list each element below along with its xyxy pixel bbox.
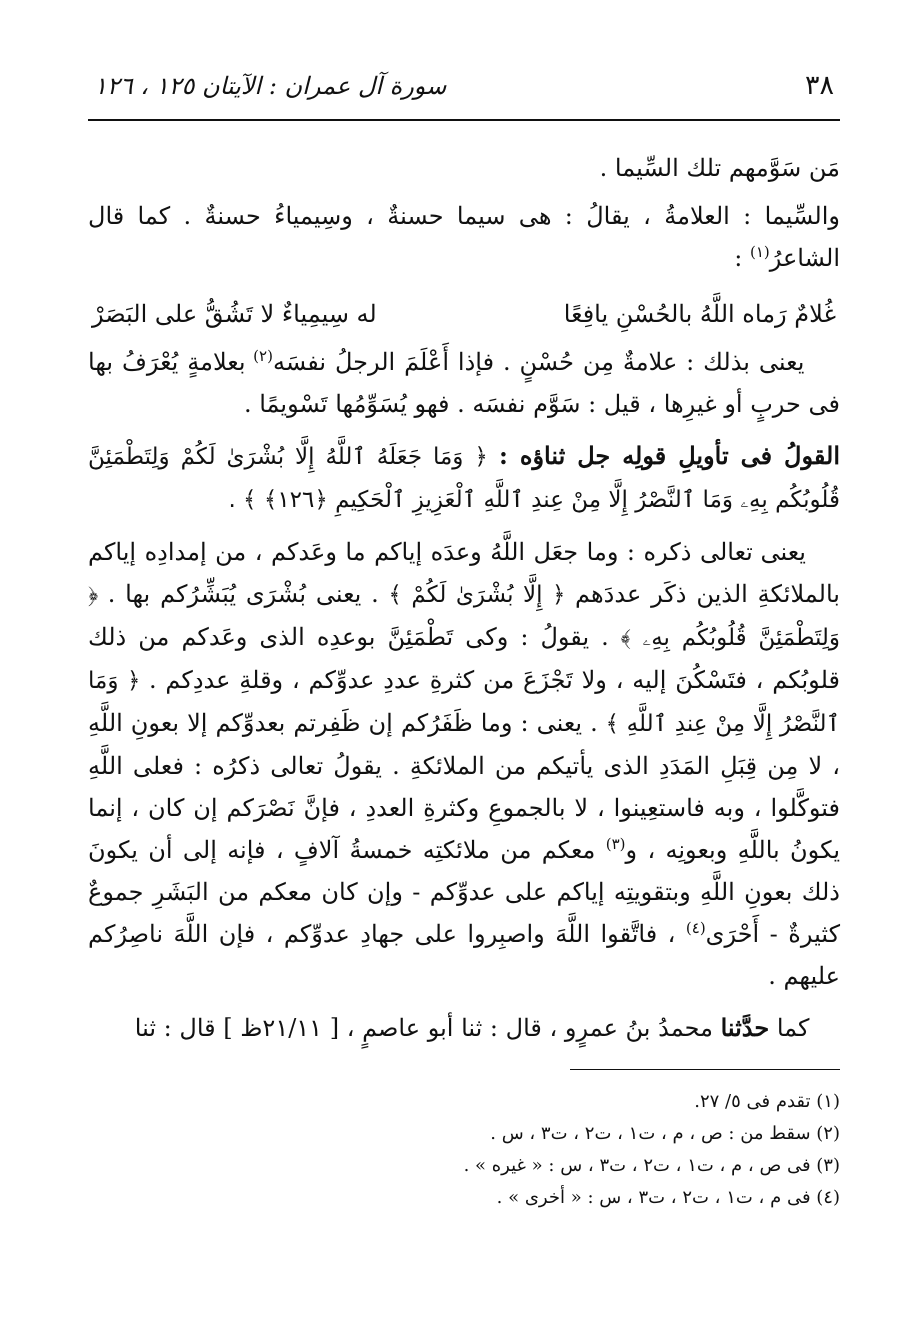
page-header [88, 70, 840, 111]
paragraph-3-text-b: بعلامةٍ يُعْرَفُ بها فى حربٍ أو غيرِها ، قيل : سَوَّم نفسَه . فهو يُسَوِّمُها تَسْويمًا . [88, 348, 840, 418]
paragraph-1 [88, 147, 840, 189]
quran-quote-3: ﴿ وَمَا ٱلنَّصْرُ إِلَّا مِنْ عِندِ ٱللَّهِ ﴾ [88, 668, 840, 737]
footnote-ref-2: (٢) [253, 347, 273, 365]
main-text [88, 147, 840, 279]
quran-verse: ﴿ وَمَا جَعَلَهُ ٱللَّهُ إِلَّا بُشْرَىٰ لَكُمْ وَلِتَطْمَئِنَّ قُلُوبُكُم بِهِۦ وَمَا ٱلنَّصْرُ إِلَّا مِنْ عِندِ ٱللَّهِ ٱلْعَزِيزِ ٱلْحَكِيمِ ﴿١٢٦﴾ ﴾ . [88, 444, 840, 513]
main-text-continued [88, 341, 840, 1049]
paragraph-5-text-f: ، فاتَّقوا اللَّهَ واصبِروا على جهادِ عدوِّكم ، فإن اللَّهَ ناصِرُكم عليهم . [88, 920, 840, 990]
paragraph-2-end: : [734, 244, 750, 272]
footnote-2: (٢) سقط من : ص ، م ، ت١ ، ت٢ ، ت٣ ، س . [490, 1123, 840, 1144]
paragraph-5-text-c: . يقولُ : وكى تَطْمَئِنَّ بوعدِه الذى وعَدكم من ذلك قلوبُكم ، فتَسْكُنَ إليه ، ولا تَجْزَعَ من كثرةِ عددِ عدوِّكم ، وقلةِ عددِكم . [88, 623, 840, 694]
paragraph-2-text: والسِّيما : العلامةُ ، يقالُ : هى سيما حسنةٌ ، وسِيمياءُ حسنةٌ . كما قال الشاعرُ [88, 202, 840, 272]
paragraph-4 [88, 435, 840, 521]
paragraph-6-bold: حدَّثنا [720, 1013, 770, 1042]
paragraph-5 [88, 531, 840, 997]
footnotes [88, 1086, 840, 1214]
poem-verse [88, 293, 840, 335]
paragraph-5-text-e: معكم من ملائكتِه خمسةُ آلافٍ ، فإنه إلى أن يكونَ ذلك بعونِ اللَّهِ وبتقويتِه إياكم على عدوِّكم - وإن كان معكم من البَشَرِ جموعٌ كثيرةٌ - أَحْرَى [88, 836, 840, 948]
footnote-3: (٣) فى ص ، م ، ت١ ، ت٢ ، ت٣ ، س : « غيره » . [463, 1155, 840, 1176]
footnote-ref-3: (٣) [605, 835, 626, 853]
poem-second-hemistich: له سِيمِياءٌ لا تَشُقُّ على البَصَرْ [92, 300, 377, 328]
poem-first-hemistich: غُلامٌ رَماه اللَّهُ بالحُسْنِ يافِعًا [563, 300, 836, 328]
paragraph-6-text-a: كما [769, 1014, 810, 1042]
paragraph-1-text: مَن سَوَّمهم تلك السِّيما . [599, 154, 840, 182]
quran-quote-1: ﴿ إِلَّا بُشْرَىٰ لَكُمْ ﴾ [378, 582, 576, 608]
paragraph-5-text-a: يعنى تعالى ذكره : وما جعَل اللَّهُ وعدَه إياكم ما وعَدكم ، من إمدادِه إياكم بالملائكةِ الذين ذكَر عددَهم [88, 538, 840, 608]
quran-quote-2: ﴿ وَلِتَطْمَئِنَّ قُلُوبُكُم بِهِۦ ﴾ [88, 582, 840, 651]
paragraph-6-text-b: محمدُ بنُ عمرٍو ، قال : ثنا أبو عاصمٍ ، [ ٢١/١١ظ ] قال : ثنا [134, 1014, 721, 1042]
footnote-rule [570, 1069, 840, 1070]
footnote-ref-1: (١) [749, 243, 770, 261]
section-heading: القولُ فى تأويلِ قولِه جل ثناؤه : [499, 441, 840, 470]
paragraph-5-text-b: . يعنى بُشْرَى يُبَشِّرُكم بها . [107, 580, 379, 608]
footnote-1: (١) تقدم فى ٥/ ٢٧. [694, 1091, 840, 1112]
header-rule [88, 119, 840, 121]
page-number: ٣٨ [804, 70, 834, 101]
running-title: سورة آل عمران : الآيتان ١٢٥ ، ١٢٦ [94, 72, 447, 100]
footnote-ref-4: (٤) [685, 919, 706, 937]
paragraph-5-text-d: . يعنى : وما ظَفَرُكم إن ظَفِرتم بعدوِّكم إلا بعونِ اللَّهِ ، لا مِن قِبَلِ المَدَدِ الذى يأتيكم من الملائكةِ . يقولُ تعالى ذكرُه : فعلى اللَّهِ فتوكَّلوا ، وبه فاستعِينوا ، لا بالجموعِ وكثرةِ العددِ ، فإنَّ نَصْرَكم إن كان ، إنما يكونُ باللَّهِ وبعونِه ، و [88, 709, 841, 864]
paragraph-2 [88, 195, 840, 279]
paragraph-6 [88, 1007, 840, 1049]
footnote-4: (٤) فى م ، ت١ ، ت٢ ، ت٣ ، س : « أخرى » . [496, 1187, 840, 1208]
paragraph-3-text-a: يعنى بذلك : علامةٌ مِن حُسْنٍ . فإذا أَعْلَمَ الرجلُ نفسَه [272, 348, 805, 376]
paragraph-3 [88, 341, 840, 425]
